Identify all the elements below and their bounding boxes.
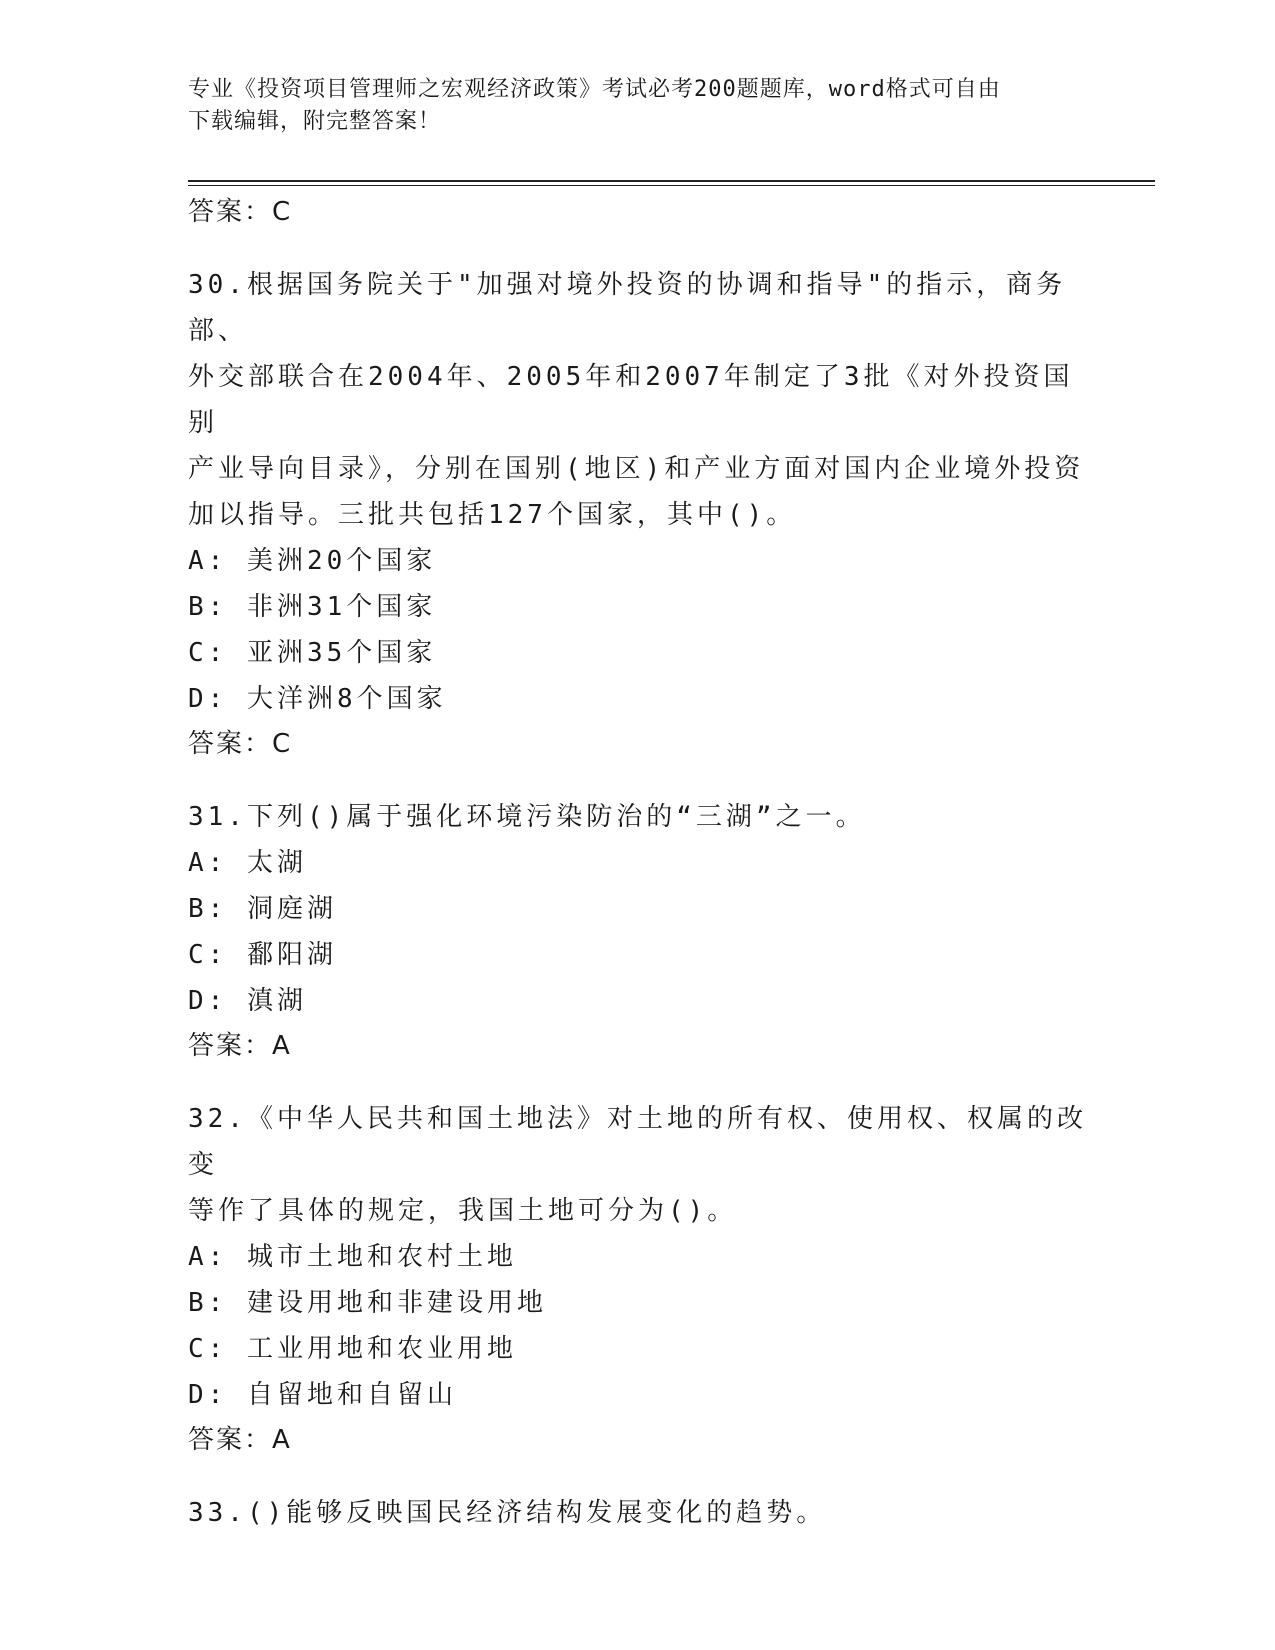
header-divider-thin [188,185,1155,186]
question-text-line: 33.()能够反映国民经济结构发展变化的趋势。 [188,1498,827,1528]
question-32 [188,1096,1088,1462]
question-text-line: 加以指导。三批共包括127个国家，其中()。 [188,500,797,530]
option-d: D: 滇湖 [188,986,307,1016]
answer: 答案：A [188,1031,292,1061]
option-d: D: 自留地和自留山 [188,1380,457,1410]
option-d: D: 大洋洲8个国家 [188,684,447,714]
option-a: A: 美洲20个国家 [188,546,437,576]
question-text-line: 等作了具体的规定，我国土地可分为()。 [188,1196,738,1226]
question-text-line: 外交部联合在2004年、2005年和2007年制定了3批《对外投资国别 [188,362,1074,438]
option-c: C: 鄱阳湖 [188,940,337,970]
question-text-line: 32.《中华人民共和国土地法》对土地的所有权、使用权、权属的改变 [188,1104,1087,1180]
option-a: A: 城市土地和农村土地 [188,1242,517,1272]
question-text-line: 产业导向目录》，分别在国别(地区)和产业方面对国内企业境外投资 [188,454,1085,484]
document-body [188,190,1088,1536]
option-a: A: 太湖 [188,848,307,878]
option-c: C: 亚洲35个国家 [188,638,437,668]
option-c: C: 工业用地和农业用地 [188,1334,517,1364]
question-text-line: 30.根据国务院关于"加强对境外投资的协调和指导"的指示，商务部、 [188,270,1067,346]
option-b: B: 洞庭湖 [188,894,337,924]
header-divider-thick [188,180,1155,182]
answer-prev: 答案：C [188,197,293,227]
option-b: B: 建设用地和非建设用地 [188,1288,547,1318]
header-line-2: 下载编辑，附完整答案！ [188,109,442,134]
option-b: B: 非洲31个国家 [188,592,437,622]
answer: 答案：A [188,1425,292,1455]
question-31 [188,794,1088,1068]
question-text-line: 31.下列()属于强化环境污染防治的“三湖”之一。 [188,802,866,832]
answer: 答案：C [188,729,293,759]
question-30 [188,262,1088,766]
question-33 [188,1490,1088,1536]
header-line-1: 专业《投资项目管理师之宏观经济政策》考试必考200题题库，word格式可自由 [188,77,1001,102]
document-header [188,74,1088,138]
